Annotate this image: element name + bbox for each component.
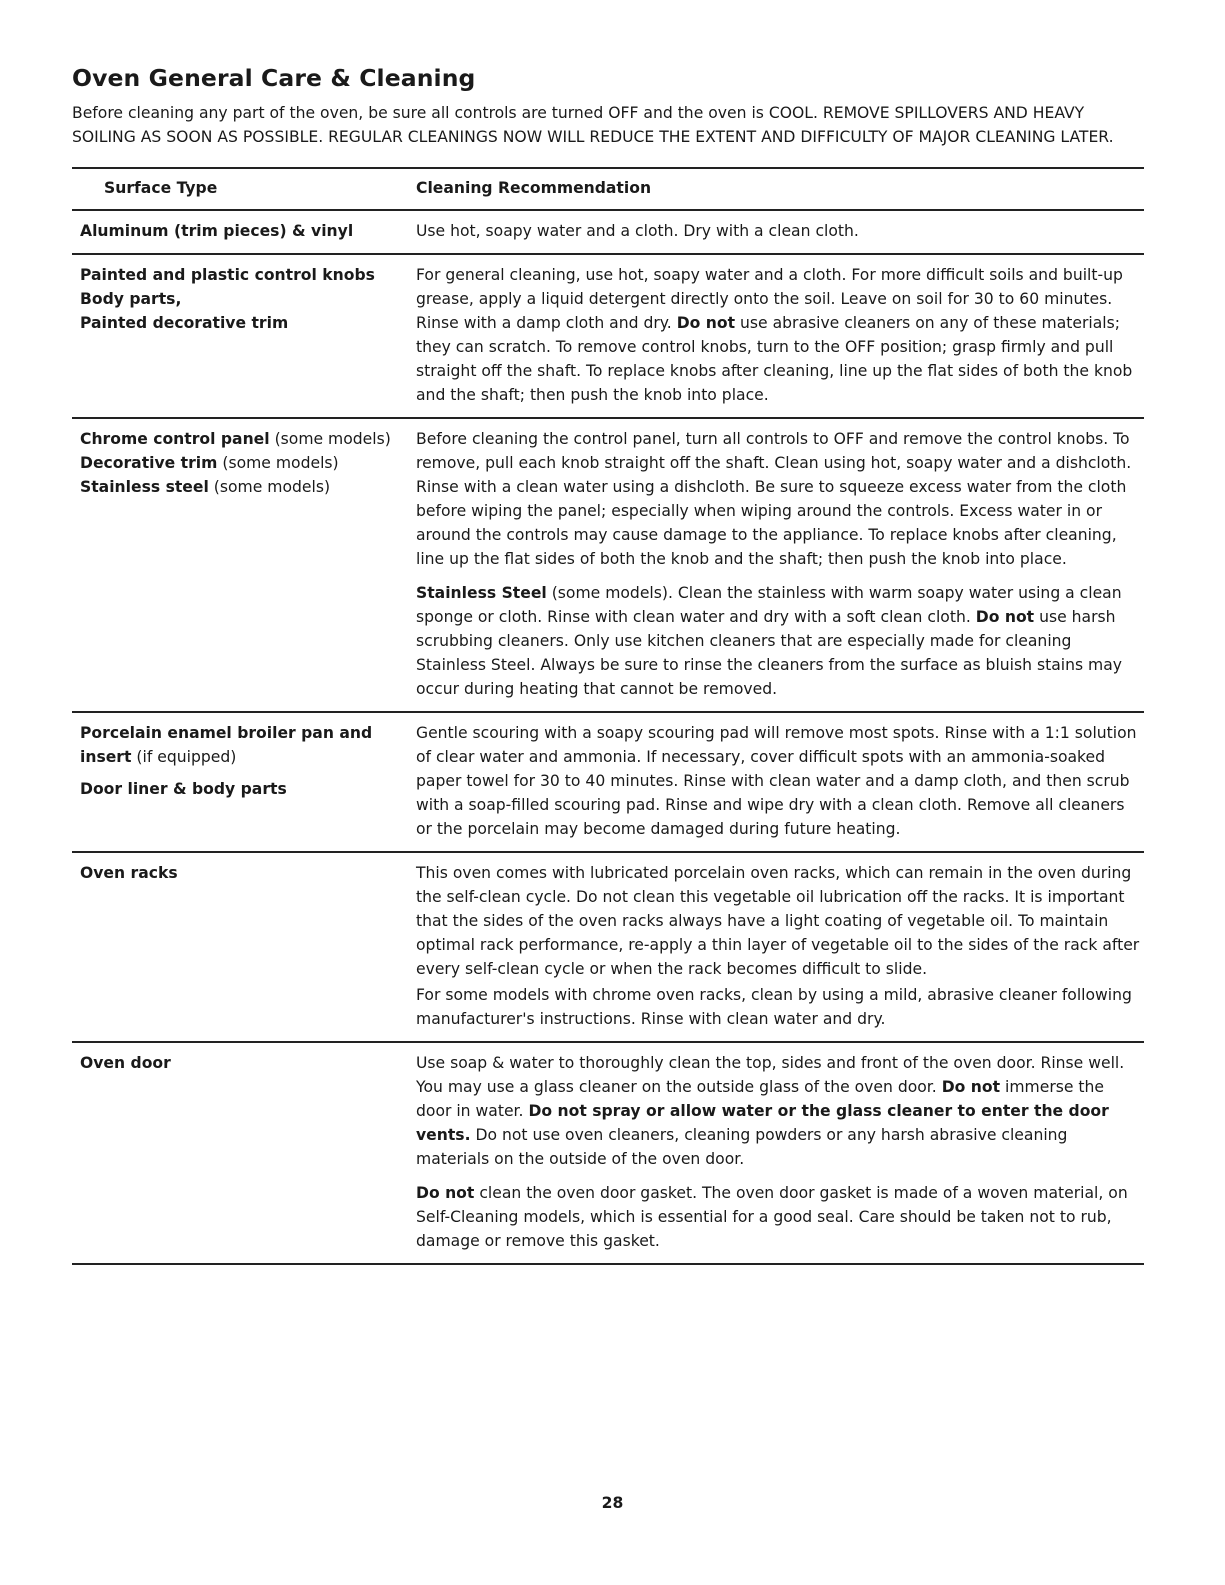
body-text: (some models). Clean the stainless with warm soapy water using a clean sponge or cloth. Rinse with clean water and dry with a soft clean cloth. [416, 584, 1122, 626]
recommendation-paragraph [416, 263, 1144, 407]
surface-type-name: Painted decorative trim [80, 314, 289, 332]
surface-type-line [80, 1051, 416, 1075]
cleaning-table [72, 167, 1144, 1265]
page-title: Oven General Care & Cleaning [72, 64, 476, 92]
surface-type-note: (if equipped) [131, 748, 237, 766]
table-row [72, 211, 1144, 255]
recommendation-paragraph [416, 861, 1144, 981]
recommendation-paragraph [416, 721, 1144, 841]
surface-type-cell [72, 427, 416, 701]
table-body [72, 211, 1144, 1265]
page-content [72, 64, 1144, 1265]
emphasis-text: Do not [416, 1184, 475, 1202]
surface-type-name: Door liner & body parts [80, 780, 287, 798]
recommendation-paragraph [416, 1181, 1144, 1253]
surface-type-line [80, 311, 416, 335]
recommendation-paragraph [416, 219, 1144, 243]
body-text: immerse the door in water. [416, 1078, 1105, 1120]
surface-type-name: Porcelain enamel broiler pan and insert [80, 724, 373, 766]
body-text: Do not use oven cleaners, cleaning powders or any harsh abrasive cleaning materials on the outside of the oven door. [416, 1126, 1068, 1168]
surface-type-line [80, 721, 416, 769]
surface-type-name: Chrome control panel [80, 430, 270, 448]
body-text: Use soap & water to thoroughly clean the top, sides and front of the oven door. Rinse well. You may use a glass cleaner on the outside glass of the oven door. [416, 1054, 1125, 1096]
table-header-row [72, 169, 1144, 211]
table-row [72, 853, 1144, 1043]
surface-type-note: (some models) [208, 478, 331, 496]
body-text: Gentle scouring with a soapy scouring pad will remove most spots. Rinse with a 1:1 solution of clear water and ammonia. If necessary, cover difficult spots with an ammonia-soaked paper towel for 30 to 40 minutes. Rinse with clean water and a damp cloth, and then scrub with a soap-filled scouring pad. Rinse and wipe dry with a clean cloth. Remove all cleaners or the porcelain may become damaged during future heating. [416, 724, 1137, 838]
body-text: For some models with chrome oven racks, clean by using a mild, abrasive cleaner following manufacturer's instructions. Rinse with clean water and dry. [416, 986, 1132, 1028]
table-row [72, 1043, 1144, 1265]
body-text: clean the oven door gasket. The oven door gasket is made of a woven material, on Self-Cleaning models, which is essential for a good seal. Care should be taken not to rub, damage or remove this gasket. [416, 1184, 1128, 1250]
surface-type-line [80, 861, 416, 885]
surface-type-line [80, 475, 416, 499]
cleaning-recommendation-cell [416, 721, 1144, 841]
surface-type-name: Aluminum (trim pieces) & vinyl [80, 222, 354, 240]
cleaning-recommendation-cell [416, 263, 1144, 407]
surface-type-line [80, 219, 416, 243]
table-row [72, 419, 1144, 713]
body-text: This oven comes with lubricated porcelain oven racks, which can remain in the oven during the self-clean cycle. Do not clean this vegetable oil lubrication off the racks. It is important that the sides of the oven racks always have a light coating of vegetable oil. To maintain optimal rack performance, re-apply a thin layer of vegetable oil to the sides of the rack after every self-clean cycle or when the rack becomes difficult to slide. [416, 864, 1140, 978]
surface-type-name: Oven racks [80, 864, 178, 882]
surface-type-cell [72, 861, 416, 1031]
surface-type-line [80, 263, 416, 287]
recommendation-paragraph [416, 983, 1144, 1031]
page-number: 28 [601, 1494, 624, 1512]
surface-type-cell [72, 263, 416, 407]
surface-type-cell [72, 1051, 416, 1253]
surface-type-name: Oven door [80, 1054, 171, 1072]
emphasis-text: Stainless Steel [416, 584, 547, 602]
surface-type-header: Surface Type [104, 179, 218, 197]
surface-type-line [80, 287, 416, 311]
body-text: use abrasive cleaners on any of these materials; they can scratch. To remove control knobs, turn to the OFF position; grasp firmly and pull straight off the shaft. To replace knobs after cleaning, line up the flat sides of both the knob and the shaft; then push the knob into place. [416, 314, 1133, 404]
surface-type-note: (some models) [217, 454, 339, 472]
cleaning-recommendation-cell [416, 861, 1144, 1031]
surface-type-name: Decorative trim [80, 454, 218, 472]
surface-type-line [80, 451, 416, 475]
body-text: use harsh scrubbing cleaners. Only use kitchen cleaners that are especially made for cleaning Stainless Steel. Always be sure to rinse the cleaners from the surface as bluish stains may occur during heating that cannot be removed. [416, 608, 1123, 698]
table-row [72, 713, 1144, 853]
surface-type-name: Body parts, [80, 290, 182, 308]
surface-type-line [80, 427, 416, 451]
table-row [72, 255, 1144, 419]
emphasis-text: Do not [941, 1078, 1001, 1096]
intro-paragraph: Before cleaning any part of the oven, be sure all controls are turned OFF and the oven is COOL. REMOVE SPILLOVERS AND HEAVY SOILING AS SOON AS POSSIBLE. REGULAR CLEANINGS NOW WILL REDUCE THE EXTENT AND DIFFICULTY OF MAJOR CLEANING LATER. [72, 104, 1114, 146]
cleaning-recommendation-header: Cleaning Recommendation [416, 179, 652, 197]
cleaning-recommendation-cell [416, 427, 1144, 701]
cleaning-recommendation-cell [416, 1051, 1144, 1253]
emphasis-text: Do not spray or allow water or the glass cleaner to enter the door vents. [416, 1102, 1109, 1144]
surface-type-cell [72, 219, 416, 243]
body-text: Use hot, soapy water and a cloth. Dry with a clean cloth. [416, 222, 859, 240]
emphasis-text: Do not [975, 608, 1035, 626]
surface-type-cell [72, 721, 416, 841]
surface-type-line [80, 777, 416, 801]
surface-type-note: (some models) [269, 430, 391, 448]
surface-type-name: Stainless steel [80, 478, 209, 496]
surface-type-name: Painted and plastic control knobs [80, 266, 375, 284]
emphasis-text: Do not [676, 314, 736, 332]
body-text: Before cleaning the control panel, turn all controls to OFF and remove the control knobs. To remove, pull each knob straight off the shaft. Clean using hot, soapy water and a dishcloth. Rinse with a clean water using a dishcloth. Be sure to squeeze excess water from the cloth before wiping the panel; especially when wiping around the controls. Excess water in or around the controls may cause damage to the appliance. To replace knobs after cleaning, line up the flat sides of both the knob and the shaft; then push the knob into place. [416, 430, 1132, 568]
cleaning-recommendation-cell [416, 219, 1144, 243]
recommendation-paragraph [416, 1051, 1144, 1171]
recommendation-paragraph [416, 427, 1144, 571]
recommendation-paragraph [416, 581, 1144, 701]
body-text: For general cleaning, use hot, soapy water and a cloth. For more difficult soils and built-up grease, apply a liquid detergent directly onto the soil. Leave on soil for 30 to 60 minutes. Rinse with a damp cloth and dry. [416, 266, 1123, 332]
